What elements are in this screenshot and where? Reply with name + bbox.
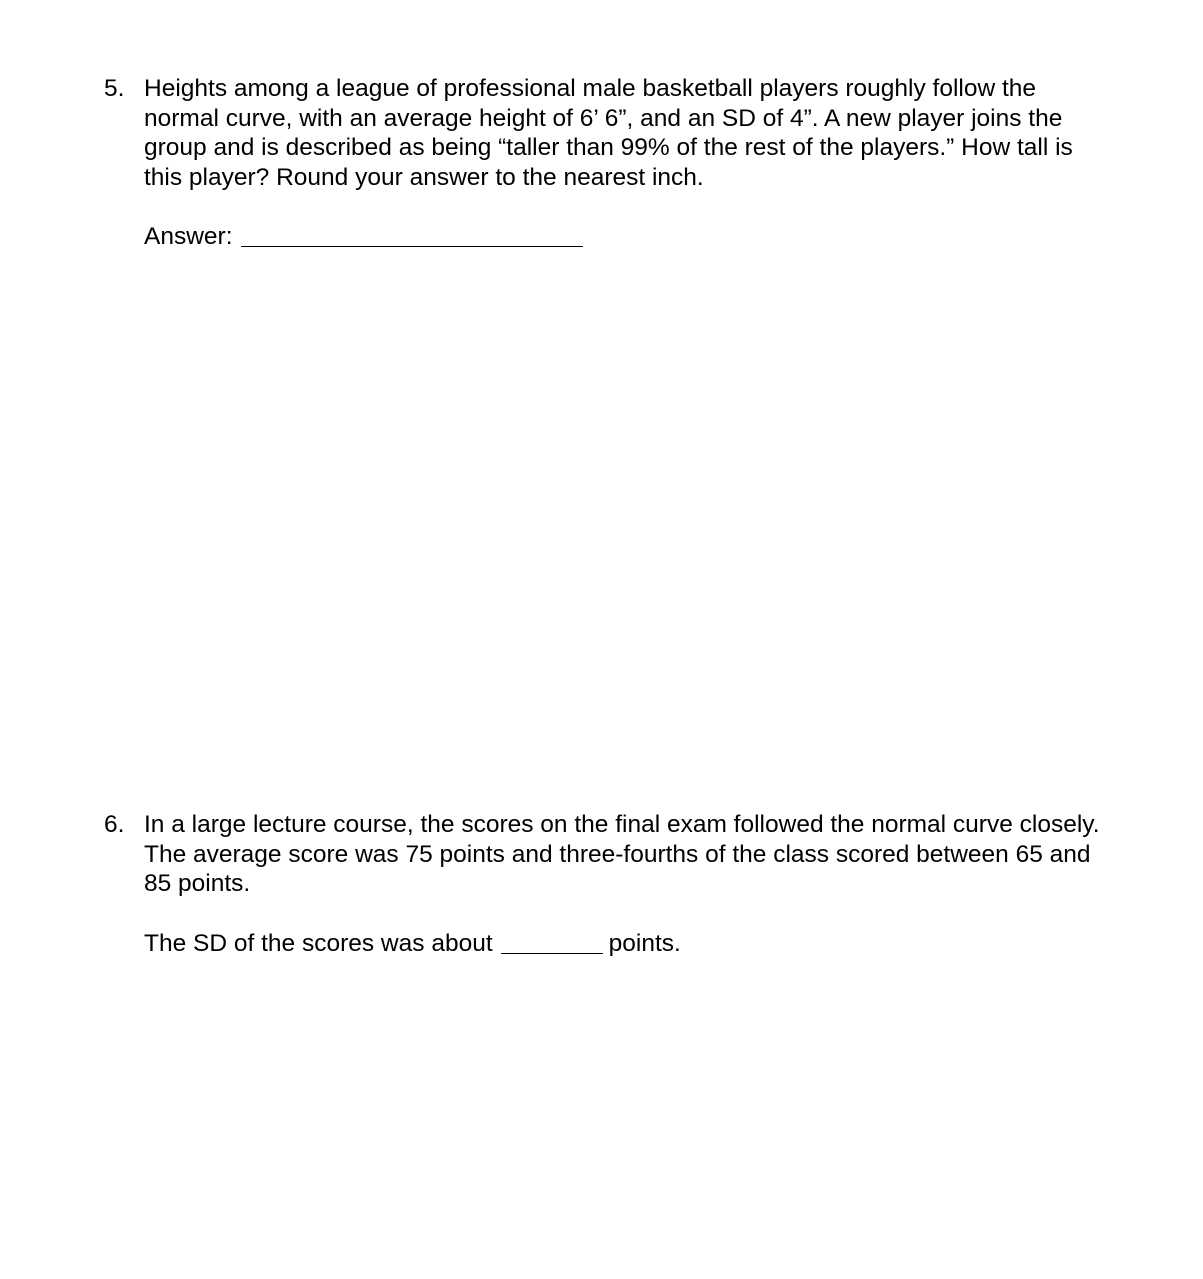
question-5	[104, 74, 1104, 252]
question-6-answer-suffix: points.	[608, 929, 681, 957]
question-6	[104, 810, 1104, 958]
question-5-prompt	[104, 74, 1104, 192]
question-6-answer-prefix: The SD of the scores was about	[144, 929, 493, 957]
question-6-prompt	[104, 810, 1104, 899]
question-5-answer-label: Answer:	[144, 223, 233, 250]
question-5-text: Heights among a league of professional male basketball players roughly follow the normal curve, with an average height of 6’ 6”, and an SD of 4”. A new player joins the group and is described as being “taller than 99% of the rest of the players.” How tall is this player? Round your answer to the nearest inch.	[144, 75, 1073, 191]
question-6-text: In a large lecture course, the scores on the final exam followed the normal curve closely. The average score was 75 points and three-fourths of the class scored between 65 and 85 points.	[144, 811, 1100, 897]
question-5-number: 5.	[104, 75, 125, 102]
question-5-answer-line	[144, 222, 1104, 252]
question-6-answer-line	[144, 929, 1104, 959]
question-5-answer-blank[interactable]	[241, 226, 583, 247]
question-6-answer-blank[interactable]	[501, 933, 603, 954]
question-6-number: 6.	[104, 811, 125, 838]
